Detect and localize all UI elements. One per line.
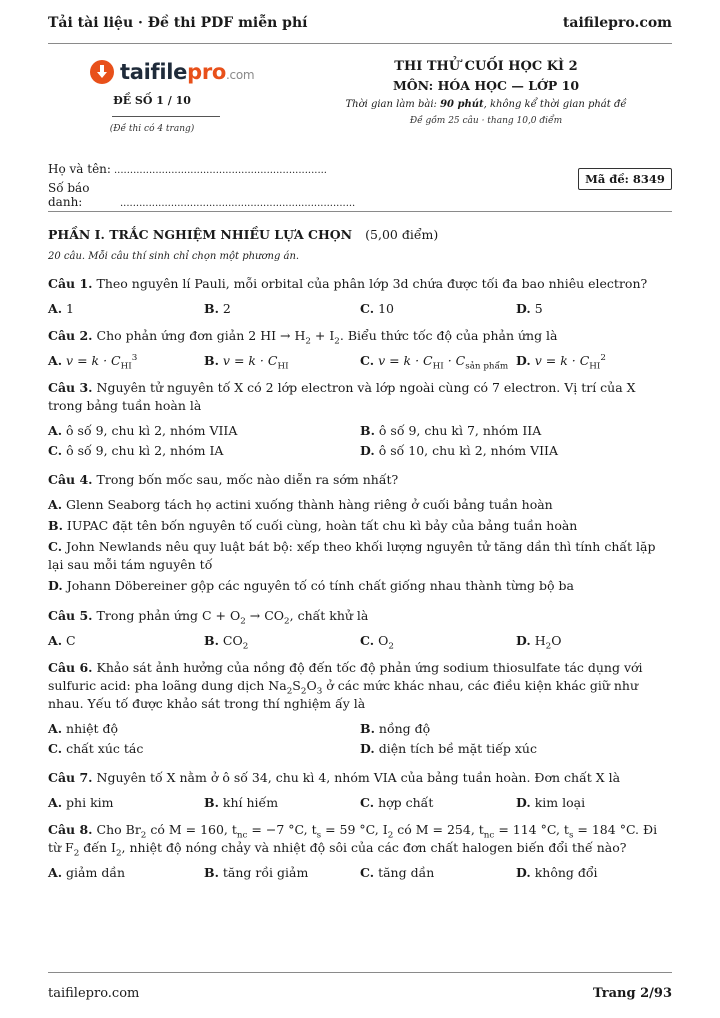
q1-option-b[interactable]: B. 2: [204, 301, 231, 316]
q5-option-d[interactable]: D. $H_2O$: [516, 633, 562, 652]
question-8: Câu 8. Cho $Br_2$ có M = 160, $t_{nc} = -7$ °C, $t_s = 59$ °C, $I_2$ có M = 254, $t_{nc} = 114$ °C, $t_s = 184$ °C. Đi từ $F_2$ đến $I_2$, nhiệt độ nóng chảy và nhiệt độ sôi của các đơn chất halogen biến đổi thế nào? A. giảm dần B. tăng rồi giảm C. tăng dần D. không đổi: [48, 821, 672, 882]
page-count-note: (Đề thi có 4 trang): [109, 124, 195, 134]
q8-option-a[interactable]: A. giảm dần: [48, 865, 126, 880]
name-blank[interactable]: ...................................................................: [114, 165, 327, 176]
q4-option-c[interactable]: C. John Newlands nêu quy luật bát bộ: xếp theo khối lượng nguyên tử tăng dần thì tính chất lặp lại sau mỗi tám nguyên tố: [48, 539, 656, 572]
candidate-number-blank[interactable]: ..........................................................................: [120, 198, 356, 209]
logo-text: taifilepro.com: [120, 60, 255, 84]
section-instruction: 20 câu. Mỗi câu thí sinh chỉ chọn một phương án.: [48, 251, 300, 262]
top-header: [48, 12, 672, 34]
q5-option-a[interactable]: A. C: [48, 633, 76, 648]
page-number: Trang 2/93: [593, 986, 672, 1001]
question-7: Câu 7. Nguyên tố X nằm ở ô số 34, chu kì 4, nhóm VIA của bảng tuần hoàn. Đơn chất X là A. phi kim B. khí hiếm C. hợp chất D. kim loại: [48, 769, 672, 812]
exam-code-box: Mã đề: 8349: [578, 168, 672, 190]
q6-option-b[interactable]: B. nồng độ: [360, 721, 431, 736]
exam-number: ĐỀ SỐ 1 / 10: [113, 94, 191, 107]
exam-title-block: [316, 58, 656, 128]
q3-option-d[interactable]: D. ô số 10, chu kì 2, nhóm VIIA: [360, 443, 559, 458]
q3-option-c[interactable]: C. ô số 9, chu kì 2, nhóm IA: [48, 443, 224, 458]
footer-divider: [48, 972, 672, 973]
exam-time: Thời gian làm bài: 90 phút, không kể thời gian phát đề: [345, 99, 627, 110]
header-divider: [48, 43, 672, 44]
q2-option-a[interactable]: A. $v = k \cdot C_{HI}^3$: [48, 352, 138, 372]
q6-option-c[interactable]: C. chất xúc tác: [48, 741, 144, 756]
q6-option-a[interactable]: A. nhiệt độ: [48, 721, 119, 736]
q4-option-a[interactable]: A. Glenn Seaborg tách họ actini xuống thành hàng riêng ở cuối bảng tuần hoàn: [48, 497, 553, 512]
q1-option-d[interactable]: D. 5: [516, 301, 543, 316]
q7-option-c[interactable]: C. hợp chất: [360, 795, 434, 810]
site-logo[interactable]: [90, 60, 254, 84]
q8-option-c[interactable]: C. tăng dần: [360, 865, 435, 880]
header-right[interactable]: taifilepro.com: [562, 15, 672, 31]
q7-option-a[interactable]: A. phi kim: [48, 795, 114, 810]
q3-option-a[interactable]: A. ô số 9, chu kì 2, nhóm VIIA: [48, 423, 238, 438]
q1-option-c[interactable]: C. 10: [360, 301, 394, 316]
question-6: Câu 6. Khảo sát ảnh hưởng của nồng độ đến tốc độ phản ứng sodium thiosulfate tác dụng với sulfuric acid: pha loãng dung dịch $Na_2S_2O_3$ ở các mức khác nhau, các điều kiện khác giữ như nhau. Yếu tố được khảo sát trong thí nghiệm ấy là A. nhiệt độ B. nồng độ C. chất xúc tác D. diện tích bề mặt tiếp xúc: [48, 659, 672, 760]
q8-option-d[interactable]: D. không đổi: [516, 865, 598, 880]
exam-content: [48, 226, 672, 882]
exam-title: THI THỬ CUỐI HỌC KÌ 2: [394, 59, 578, 74]
exam-number-divider: [112, 116, 220, 117]
section-title: PHẦN I. TRẮC NGHIỆM NHIỀU LỰA CHỌN (5,00 điểm): [48, 227, 439, 242]
info-divider: [48, 211, 672, 212]
q4-option-b[interactable]: B. IUPAC đặt tên bốn nguyên tố cuối cùng, hoàn tất chu kì bảy của bảng tuần hoàn: [48, 518, 578, 533]
header-left: Tải tài liệu · Đề thi PDF miễn phí: [48, 15, 308, 31]
question-1: Câu 1. Theo nguyên lí Pauli, mỗi orbital của phân lớp 3d chứa được tối đa bao nhiêu electron? A. 1 B. 2 C. 10 D. 5: [48, 275, 672, 318]
question-2: Câu 2. Cho phản ứng đơn giản 2 HI → $H_2 + I_2$. Biểu thức tốc độ của phản ứng là A. $v = k \cdot C_{HI}^3$ B. $v = k \cdot C_{HI}$ C. $v = k \cdot C_{HI} \cdot C_{sản phẩm}$ D. $v = k \cdot C_{HI}^2$: [48, 327, 672, 370]
question-5: Câu 5. Trong phản ứng $C + O_2 \to CO_2$, chất khử là A. C B. $CO_2$ C. $O_2$ D. $H_2O$: [48, 607, 672, 650]
q3-option-b[interactable]: B. ô số 9, chu kì 7, nhóm IIA: [360, 423, 542, 438]
question-3: Câu 3. Nguyên tử nguyên tố X có 2 lớp electron và lớp ngoài cùng có 7 electron. Vị trí của X trong bảng tuần hoàn là A. ô số 9, chu kì 2, nhóm VIIA B. ô số 9, chu kì 7, nhóm IIA C. ô số 9, chu kì 2, nhóm IA D. ô số 10, chu kì 2, nhóm VIIA: [48, 379, 672, 462]
q2-option-b[interactable]: B. $v = k \cdot C_{HI}$: [204, 353, 289, 372]
q2-option-d[interactable]: D. $v = k \cdot C_{HI}^2$: [516, 352, 606, 372]
q8-option-b[interactable]: B. tăng rồi giảm: [204, 865, 309, 880]
download-icon: [90, 60, 114, 84]
candidate-number-field[interactable]: Số báo danh: ..........................................................................: [48, 181, 356, 209]
q6-option-d[interactable]: D. diện tích bề mặt tiếp xúc: [360, 741, 537, 756]
name-field[interactable]: Họ và tên: ...................................................................: [48, 162, 327, 176]
exam-page: [48, 0, 672, 1018]
q4-option-d[interactable]: D. Johann Döbereiner gộp các nguyên tố có tính chất giống nhau thành từng bộ ba: [48, 578, 574, 593]
exam-scope: Đề gồm 25 câu · thang 10,0 điểm: [409, 116, 563, 126]
q2-option-c[interactable]: C. $v = k \cdot C_{HI} \cdot C_{sản phẩm}$: [360, 353, 509, 372]
q5-option-b[interactable]: B. $CO_2$: [204, 633, 249, 652]
exam-subject: MÔN: HÓA HỌC — LỚP 10: [392, 78, 580, 93]
q7-option-d[interactable]: D. kim loại: [516, 795, 586, 810]
q5-option-c[interactable]: C. $O_2$: [360, 633, 394, 652]
question-4: Câu 4. Trong bốn mốc sau, mốc nào diễn ra sớm nhất? A. Glenn Seaborg tách họ actini xuống thành hàng riêng ở cuối bảng tuần hoàn B. IUPAC đặt tên bốn nguyên tố cuối cùng, hoàn tất chu kì bảy của bảng tuần hoàn C. John Newlands nêu quy luật bát bộ: xếp theo khối lượng nguyên tử tăng dần thì tính chất lặp lại sau mỗi tám nguyên tố D. Johann Döbereiner gộp các nguyên tố có tính chất giống nhau thành từng bộ ba: [48, 471, 672, 598]
footer-site[interactable]: taifilepro.com: [48, 986, 140, 1001]
page-footer: [48, 986, 672, 1001]
q1-option-a[interactable]: A. 1: [48, 301, 74, 316]
q7-option-b[interactable]: B. khí hiếm: [204, 795, 279, 810]
